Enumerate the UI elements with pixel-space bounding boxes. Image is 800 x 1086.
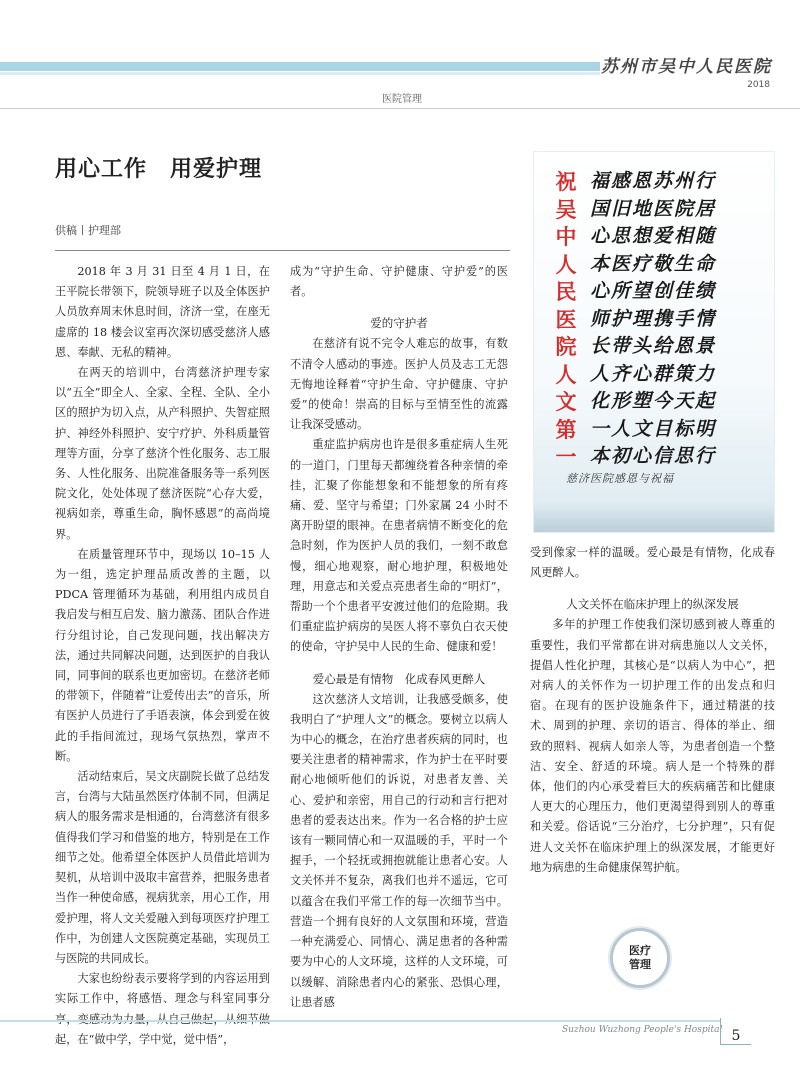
paragraph: 重症监护病房也许是很多重症病人生死的一道门，门里每天都缠绕着各种亲情的牵挂，汇聚了你能想象和不能想象的所有疼痛、爱、坚守与希望；门外家属 24 小时不离开盼望的眼神。在患者病情不断变化的危急时刻，作为医护人员的我们，一刻不敢怠慢，细心地观察，耐心地护理，积极地处理，用意志和关爱点亮患者生命的“明灯”，帮助一个个患者平安渡过他们的危险期。我们重症监护病房的吴医人将不辜负白衣天使的使命，守护吴中人民的生命、健康和爱！ <box>290 438 508 654</box>
banner-red-char: 吴 <box>555 196 577 222</box>
banner-red-char: 祝 <box>555 169 577 194</box>
paragraph: 2018 年 3 月 31 日至 4 月 1 日，在王平院长带领下，院领导班子以及全体医护人员放弃周末休息时间，济济一堂，在座无虚席的 18 楼会议室再次深切感受慈济人感恩、奉献、无私的精神。 <box>55 265 270 359</box>
hospital-name: 苏州市吴中人民医院 <box>601 57 772 77</box>
banner-red-char: 第 <box>555 416 577 442</box>
banner-shadow <box>534 502 774 532</box>
banner-red-column <box>554 168 578 471</box>
banner-red-char: 人 <box>555 361 577 387</box>
banner-red-char: 文 <box>555 389 577 414</box>
paragraph: 在质量管理环节中，现场以 10–15 人为一组，选定护理品质改善的主题，以 PDCA 管理循环为基础，利用组内成员自我启发与相互启发、脑力激荡、团队合作进行分组讨论，自己发现问题，找出解决方法，通过共同解决问题，达到医护的自我认同，同事间的联系也更加密切。在慈济老师的带领下，伴随着“让爱传出去”的音乐，所有医护人员进行了手语表演，体会到爱在彼此的手指间流过，现场气氛热烈，掌声不断。 <box>55 547 270 763</box>
banner-line: 长带头给恩景 <box>590 335 717 357</box>
issue-year: 2018 <box>747 80 770 90</box>
article-column-2 <box>290 262 508 1013</box>
banner-red-char: 民 <box>555 279 577 304</box>
article-column-3 <box>530 543 775 878</box>
article-title: 用心工作 用爱护理 <box>55 157 263 182</box>
badge-line: 管理 <box>629 958 651 971</box>
section-heading-humanistic-care: 人文关怀在临床护理上的纵深发展 <box>566 597 739 612</box>
paragraph: 活动结束后，吴文庆副院长做了总结发言，台湾与大陆虽然医疗体制不同，但满足病人的服务需求是相通的，台湾慈济有很多值得我们学习和借鉴的地方，特别是在工作细节之处。他希望全体医护人员借此培训为契机，从培训中汲取丰富营养，把服务患者当作一种使命感，视病犹亲，用心工作，用爱护理，将人文关爱融入到每项医疗护理工作中，为创建人文医院奠定基础，实现员工与医院的共同成长。 <box>55 770 270 965</box>
banner-signature: 慈济医院感恩与祝福 <box>566 472 674 485</box>
banner-line: 师护理携手情 <box>590 307 717 330</box>
banner-line: 福感恩苏州行 <box>590 170 717 192</box>
section-label: 医院管理 <box>382 94 422 105</box>
header-band <box>0 62 600 71</box>
footer-divider <box>0 1020 720 1022</box>
banner-red-char: 人 <box>555 251 577 277</box>
paragraph-continued: 受到像家一样的温暖。爱心最是有情物，化成春风更醉人。 <box>530 546 775 580</box>
medical-management-badge <box>610 928 670 988</box>
banner-red-char: 院 <box>555 334 577 359</box>
banner-line: 心所望创佳绩 <box>590 280 717 302</box>
byline-divider <box>55 250 510 251</box>
banner-line: 人齐心群策力 <box>590 362 717 385</box>
paragraph: 在两天的培训中，台湾慈济护理专家以“五全”即全人、全家、全程、全队、全小区的照护为切入点，从产科照护、失智症照护、神经外科照护、安宁疗护、外科质量管理等方面，分享了慈济个性化服务、志工服务、人性化服务、出院准备服务等一系列医院文化，处处体现了慈济医院“心存大爱，视病如亲，尊重生命，胸怀感恩”的高尚境界。 <box>55 366 270 541</box>
page-number: 5 <box>720 1018 751 1045</box>
paragraph: 在慈济有说不完令人难忘的故事，有数不清令人感动的事迹。医护人员及志工无怨无悔地诠释着“守护生命、守护健康、守护爱”的使命！崇高的目标与至情至性的流露让我深受感动。 <box>290 337 508 432</box>
calligraphy-banner <box>533 151 775 533</box>
badge-line: 医疗 <box>629 944 651 957</box>
banner-poem-lines <box>590 168 716 471</box>
paragraph: 大家也纷纷表示要将学到的内容运用到实际工作中，将感悟、理念与科室同事分 起，在“做中学，学中觉，觉中悟”， <box>55 972 270 1046</box>
header-band-thin <box>0 72 600 75</box>
header-divider <box>0 108 800 109</box>
footer-hospital-english: Suzhou Wuzhong People's Hospital <box>562 1025 723 1035</box>
banner-line: 化形塑今天起 <box>590 390 717 412</box>
banner-red-char: 一 <box>555 444 577 469</box>
section-heading-guardian: 爱的守护者 <box>370 316 428 331</box>
banner-line: 一人文目标明 <box>590 417 717 440</box>
paragraph-continued: 成为“守护生命、守护健康、守护爱”的医者。 <box>290 265 508 299</box>
banner-line: 心思想爱相随 <box>590 225 717 247</box>
section-heading-love: 爱心最是有情物 化成春风更醉人 <box>312 671 486 686</box>
article-column-1 <box>55 262 270 1050</box>
banner-red-char: 中 <box>555 224 577 249</box>
article-byline: 供稿丨护理部 <box>55 224 121 237</box>
banner-red-char: 医 <box>555 306 577 332</box>
banner-line: 本初心信思行 <box>590 445 717 467</box>
paragraph: 这次慈济人文培训，让我感受颇多，使我明白了“护理人文”的概念。要树立以病人为中心的概念，在治疗患者疾病的同时，也要关注患者的精神需求，作为护士在平时要耐心地倾听他们的诉说，对患者友善、关心、爱护和亲密，用自己的行动和言行把对患者的爱表达出来。作为一名合格的护士应该有一颗同情心和一双温暖的手，平时一个握手，一个轻抚或拥抱就能让患者心安。人文关怀并不复杂，离我们也并不遥远，它可以蕴含在我们平常工作的每一次细节当中。营造一个拥有良好的人文氛围和环境，营造一种充满爱心、同情心、满足患者的各种需要为中心的人文环境，这样的人文环境，可以缓解、消除患者内心的紧张、恐惧心理，让患者感 <box>290 692 508 1009</box>
banner-line: 国旧地医院居 <box>590 197 717 220</box>
banner-line: 本医疗敬生命 <box>590 252 717 275</box>
paragraph: 多年的护理工作使我们深切感到被人尊重的重要性，我们平常都在讲对病患施以人文关怀，提倡人性化护理，其核心是“以病人为中心”，把对病人的关怀作为一切护理工作的出发点和归宿。在现有的医护设施条件下，通过精湛的技术、周到的护理、亲切的语言、得体的举止、细致的照料、视病人如亲人等，为患者创造一个整洁、安全、舒适的环境。病人是一个特殊的群体，他们的内心承受着巨大的疾病痛苦和比健康人更大的心理压力，他们更渴望得到别人的尊重和关爱。俗话说“三分治疗，七分护理”，只有促进人文关怀在临床护理上的纵深发展，才能更好地为病患的生命健康保驾护航。 <box>530 618 775 874</box>
